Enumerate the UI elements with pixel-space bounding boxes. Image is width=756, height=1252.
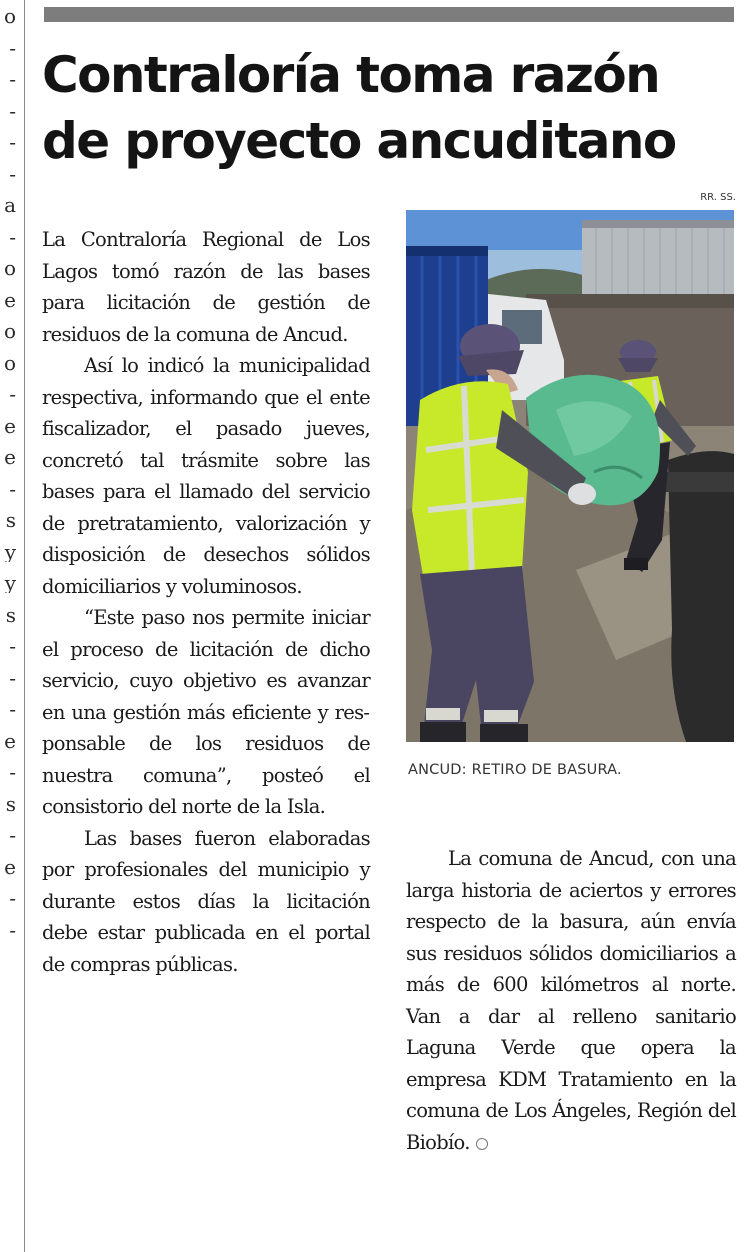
adjacent-column-glyph: - — [9, 888, 16, 908]
adjacent-column-glyph: o — [3, 352, 16, 373]
adjacent-column-glyph: e — [4, 289, 16, 310]
adjacent-column-glyph: e — [4, 447, 16, 467]
adjacent-column-glyph: o — [3, 6, 16, 26]
adjacent-column-glyph: - — [9, 384, 16, 404]
adjacent-column-glyph: a — [4, 195, 16, 215]
photo-credit: RR. SS. — [700, 192, 736, 203]
adjacent-column-glyph: y — [4, 573, 16, 593]
adjacent-column-glyph: - — [9, 163, 16, 184]
photo-caption: ANCUD: RETIRO DE BASURA. — [408, 762, 622, 778]
headline — [42, 42, 742, 174]
adjacent-column-glyph: e — [4, 415, 16, 436]
adjacent-column-glyph: s — [5, 604, 16, 625]
paragraph-5 — [406, 843, 736, 1158]
adjacent-column-edge — [0, 0, 25, 1252]
adjacent-column-glyph: o — [3, 321, 16, 341]
news-photo — [406, 210, 734, 742]
adjacent-column-glyph: e — [4, 856, 16, 877]
adjacent-column-glyph: s — [5, 793, 16, 814]
paragraph-5-text: La comuna de Ancud, con una larga historia de aciertos y errores respecto de la basura, aún envía sus residuos sólidos domiciliarios a más de 600 kilómetros al norte. Van a dar al relleno sanitario Laguna Verde que opera la empresa KDM Tratamiento en la comuna de Los Ángeles, Región del Biobío. — [406, 847, 736, 1154]
adjacent-column-glyph: - — [9, 132, 16, 152]
paragraph-4: Las bases fueron elaboradas por profesionales del municipio y durante estos días la licitación debe estar publicada en el portal de compras públicas. — [42, 826, 370, 976]
adjacent-column-glyph: - — [9, 762, 16, 782]
adjacent-column-glyph: - — [9, 667, 16, 688]
body-column-right — [406, 843, 736, 1158]
adjacent-column-glyph: - — [9, 69, 16, 89]
paragraph-3: “Este paso nos permite iniciar el proceso de licitación de dicho servicio, cuyo objetivo es avanzar en una gestión más eficiente y responsable de los residuos de nuestra comuna”, posteó el consistorio del norte de la Isla. — [42, 606, 370, 818]
workers-collecting-trash-illustration — [406, 210, 734, 742]
headline-line-2: de proyecto ancuditano — [42, 112, 676, 170]
body-column-left — [42, 224, 370, 980]
adjacent-column-glyph: - — [9, 825, 16, 845]
adjacent-column-glyph: s — [5, 510, 16, 530]
adjacent-column-glyph: - — [9, 699, 16, 719]
end-of-article-icon — [476, 1138, 488, 1150]
adjacent-column-glyph: - — [9, 226, 16, 247]
adjacent-column-glyph: y — [4, 541, 16, 562]
section-top-bar — [44, 7, 734, 22]
paragraph-1: La Contraloría Regional de Los Lagos tomó razón de las bases para licitación de gestión de residuos de la comuna de Ancud. — [42, 228, 370, 346]
adjacent-column-glyph: - — [9, 37, 16, 58]
adjacent-column-glyph: - — [9, 478, 16, 499]
adjacent-column-glyph: - — [9, 919, 16, 940]
adjacent-column-glyph: e — [4, 730, 16, 751]
adjacent-column-glyph: o — [3, 258, 16, 278]
paragraph-2: Así lo indicó la municipalidad respectiva, informando que el ente fiscalizador, el pasado jueves, concretó tal trásmite sobre las bases para el llamado del servicio de pretratamiento, valorización y disposición de desechos sólidos domiciliarios y voluminosos. — [42, 354, 370, 598]
adjacent-column-glyph: - — [9, 636, 16, 656]
adjacent-column-glyph: - — [9, 100, 16, 121]
headline-line-1: Contraloría toma razón — [42, 46, 660, 104]
